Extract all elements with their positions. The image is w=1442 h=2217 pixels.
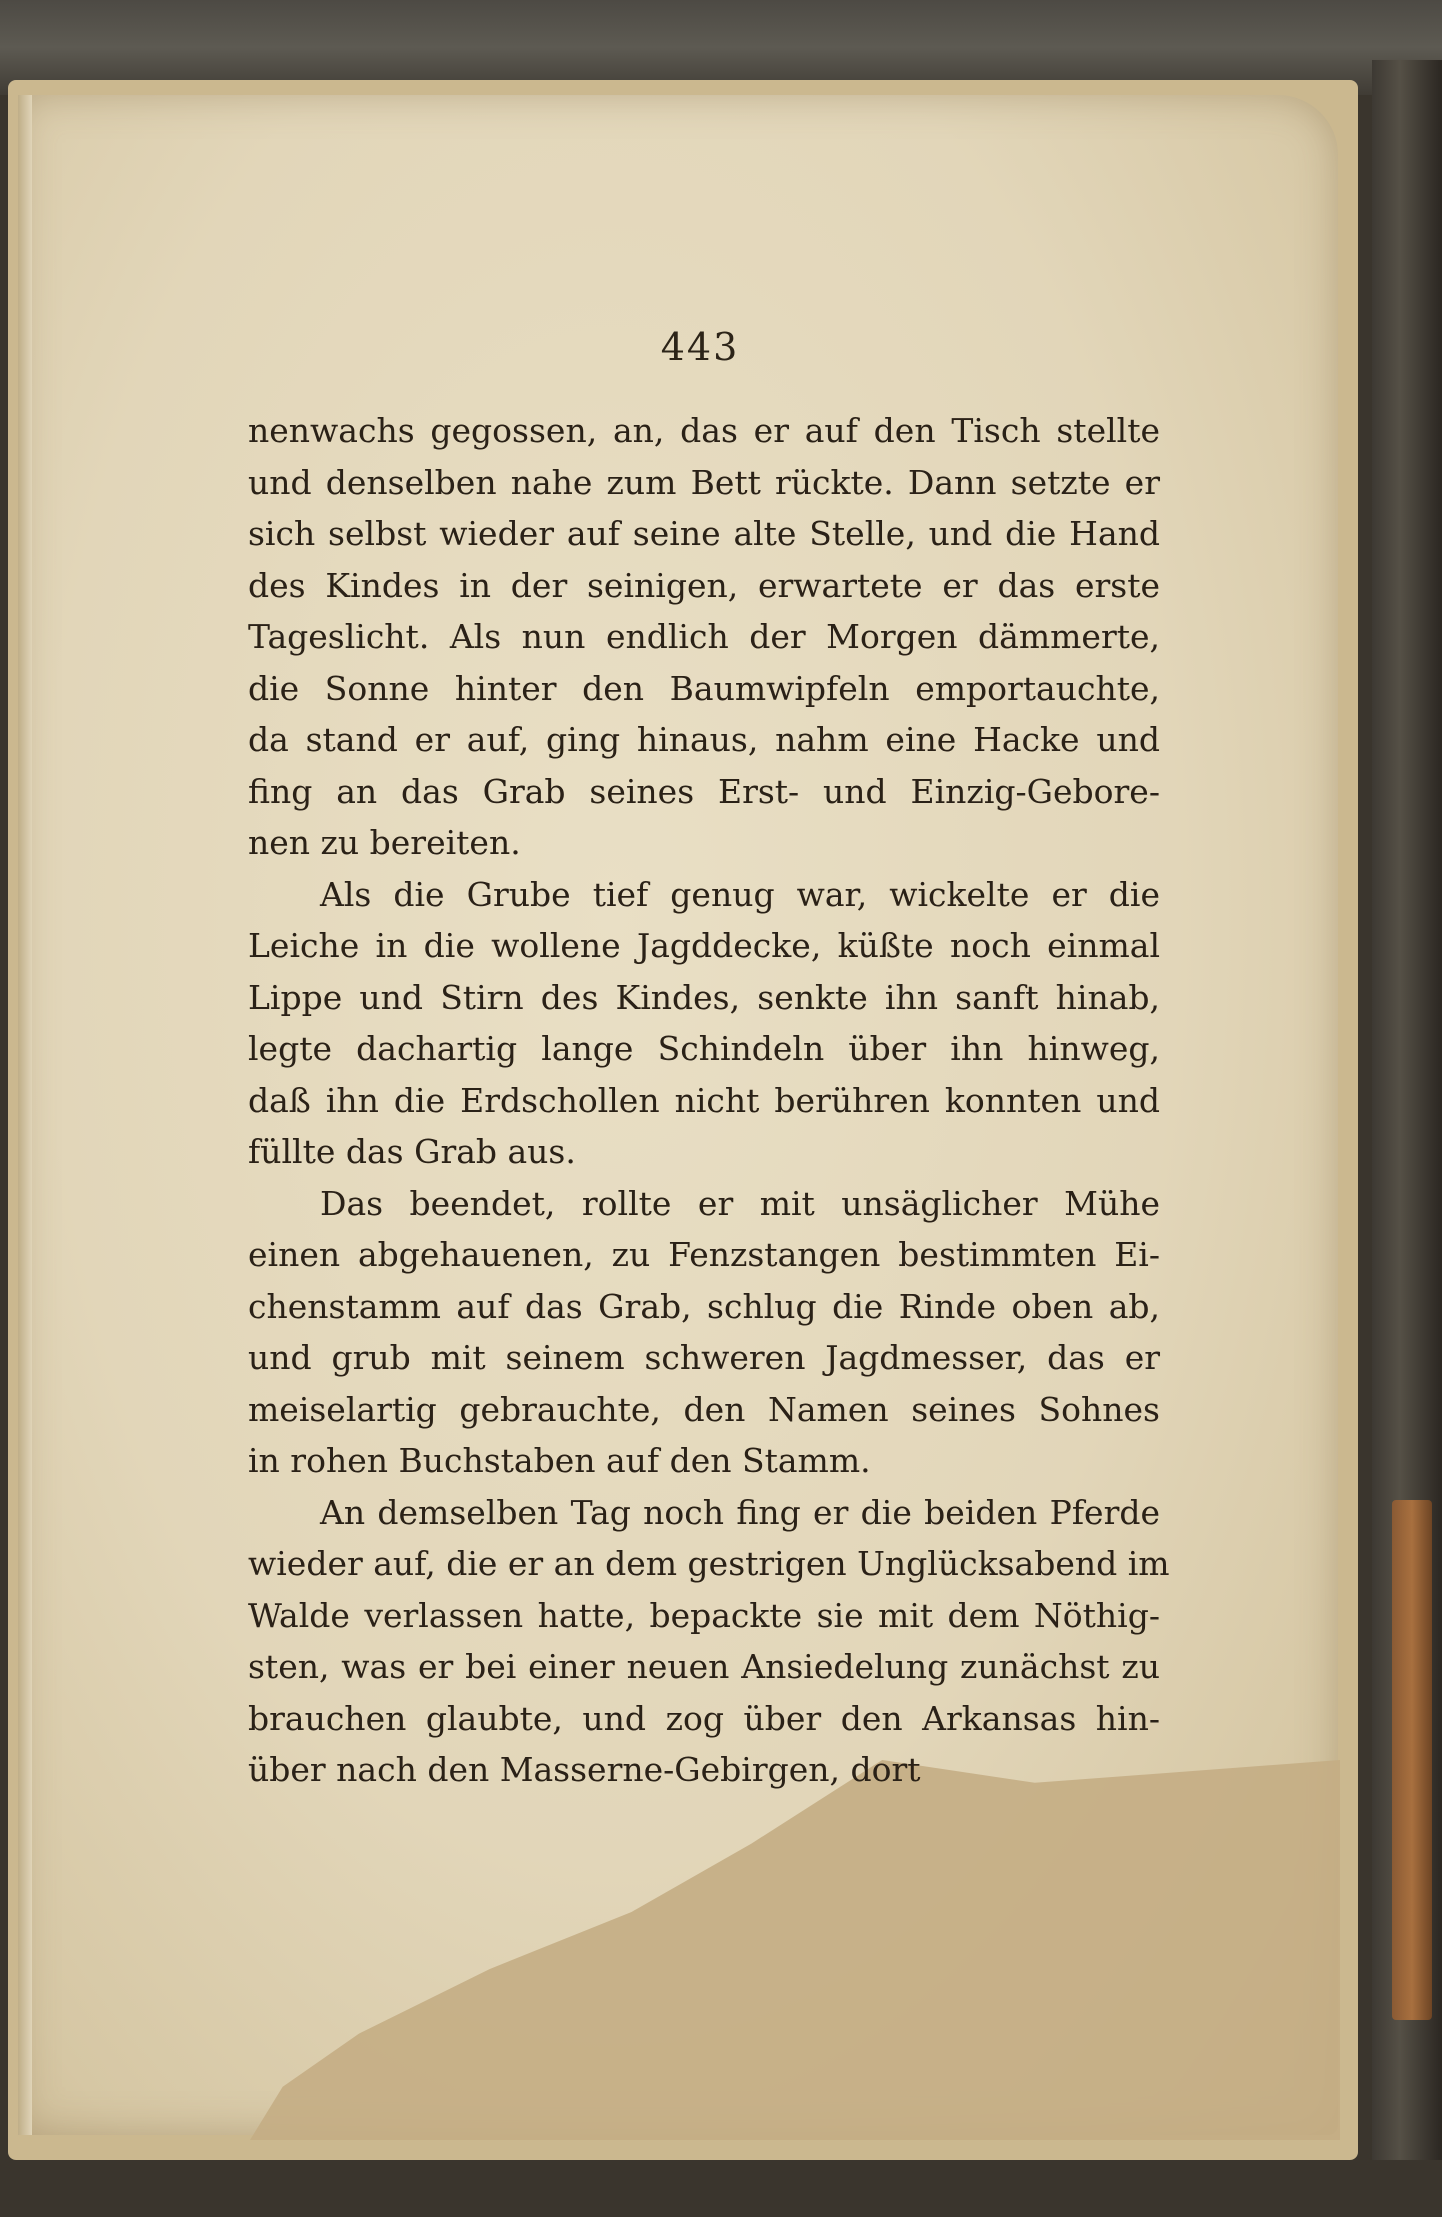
text-line: Tageslicht. Als nun endlich der Morgen dämmerte, <box>248 617 1160 656</box>
text-line: und grub mit seinem schweren Jagdmesser, das er <box>248 1338 1160 1377</box>
text-line: füllte das Grab aus. <box>248 1132 576 1171</box>
page-gutter-edge <box>18 95 32 2135</box>
text-line: da stand er auf, ging hinaus, nahm eine Hacke und <box>248 720 1160 759</box>
paragraph-1 <box>248 405 1160 869</box>
paragraph-3 <box>248 1178 1160 1487</box>
text-line: chenstamm auf das Grab, schlug die Rinde oben ab, <box>248 1286 1160 1326</box>
leather-binding-strip <box>1392 1500 1432 2020</box>
text-line: in rohen Buchstaben auf den Stamm. <box>248 1441 871 1480</box>
text-line: und denselben nahe zum Bett rückte. Dann setzte er <box>248 462 1160 502</box>
text-line: brauchen glaubte, und zog über den Arkansas hin- <box>248 1698 1160 1738</box>
paragraph-2 <box>248 869 1160 1178</box>
text-line: sich selbst wieder auf seine alte Stelle, und die Hand <box>248 514 1160 553</box>
text-line: wieder auf, die er an dem gestrigen Unglücksabend im <box>248 1544 1170 1583</box>
text-line: Als die Grube tief genug war, wickelte er die <box>320 874 1160 914</box>
text-line: über nach den Masserne-Gebirgen, dort <box>248 1750 921 1789</box>
text-line: die Sonne hinter den Baumwipfeln emportauchte, <box>248 668 1160 708</box>
text-line: An demselben Tag noch fing er die beiden Pferde <box>320 1492 1160 1532</box>
text-line: sten, was er bei einer neuen Ansiedelung zunächst zu <box>248 1647 1160 1686</box>
text-line: des Kindes in der seinigen, erwartete er das erste <box>248 565 1160 605</box>
text-line: nenwachs gegossen, an, das er auf den Tisch stellte <box>248 411 1160 450</box>
text-line: daß ihn die Erdschollen nicht berühren konnten und <box>248 1080 1160 1120</box>
text-line: einen abgehauenen, zu Fenzstangen bestimmten Ei- <box>248 1235 1160 1274</box>
text-line: nen zu bereiten. <box>248 823 521 862</box>
text-line: Walde verlassen hatte, bepackte sie mit dem Nöthig- <box>248 1595 1160 1635</box>
text-line: fing an das Grab seines Erst- und Einzig-Gebore- <box>248 771 1160 811</box>
text-line: meiselartig gebrauchte, den Namen seines Sohnes <box>248 1389 1160 1429</box>
text-line: Leiche in die wollene Jagddecke, küßte noch einmal <box>248 926 1160 965</box>
body-text <box>248 405 1170 1796</box>
text-line: legte dachartig lange Schindeln über ihn hinweg, <box>248 1029 1160 1068</box>
text-line: Das beendet, rollte er mit unsäglicher Mühe <box>320 1183 1160 1223</box>
text-line: Lippe und Stirn des Kindes, senkte ihn sanft hinab, <box>248 977 1160 1017</box>
page-number: 443 <box>660 325 740 369</box>
paragraph-4 <box>248 1487 1170 1796</box>
